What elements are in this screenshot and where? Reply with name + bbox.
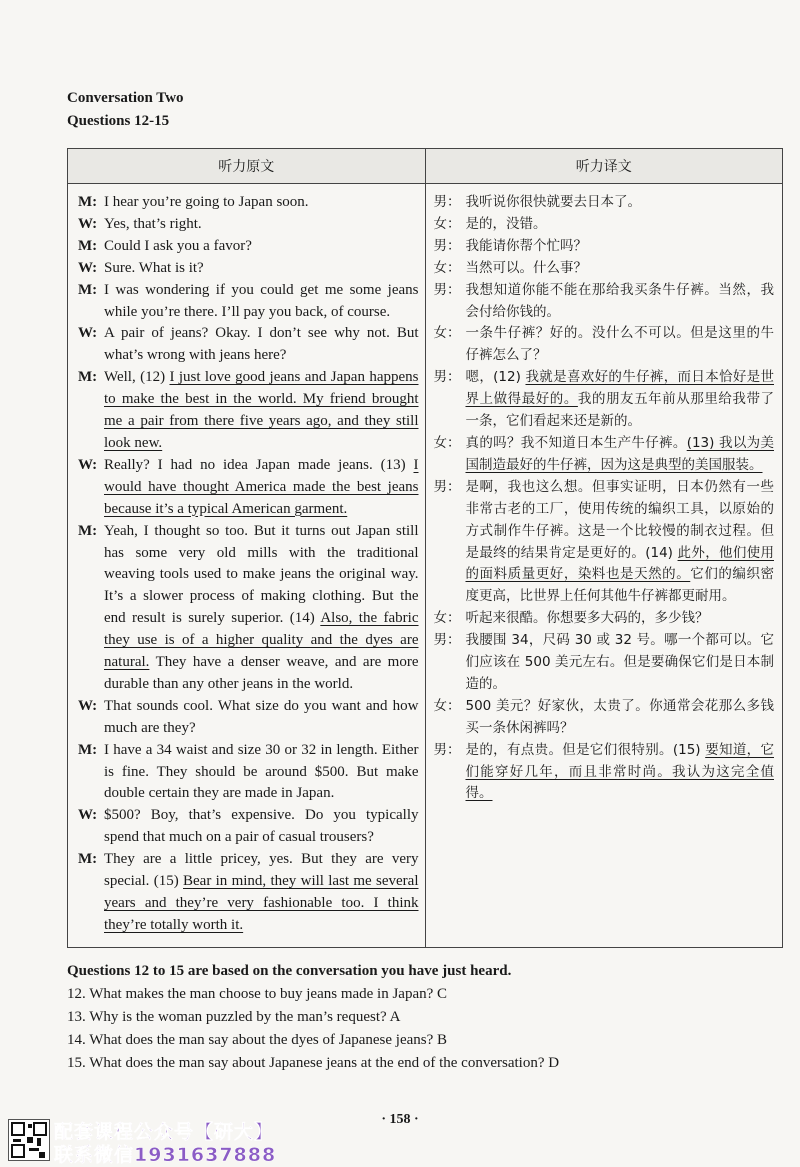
dialogue-line xyxy=(78,521,419,696)
dialogue-line xyxy=(78,323,419,367)
text-segment: They have a denser weave, and are more durable than any other jeans in the world. xyxy=(104,654,419,692)
dialogue-text xyxy=(466,433,775,477)
dialogue-line xyxy=(434,214,775,236)
text-segment: Could I ask you a favor? xyxy=(104,237,252,254)
dialogue-line xyxy=(78,849,419,937)
speaker-label: W: xyxy=(78,215,98,232)
speaker-label: W: xyxy=(78,697,98,714)
text-segment: 我听说你很快就要去日本了。 xyxy=(465,194,641,210)
section-subtitle: Questions 12-15 xyxy=(67,113,170,129)
text-segment: Well, (12) xyxy=(104,369,170,386)
text-segment: 是啊，我也这么想。但事实证明，日本仍然有一些非常古老的工厂，使用传统的编织工具，以原始的方式制作牛仔裤。这是一个比较慢的制衣过程。但是最终的结果肯定是更好的。(14) xyxy=(465,478,774,561)
section-title: Conversation Two xyxy=(67,90,184,106)
dialogue-text xyxy=(104,192,419,214)
speaker-label: M: xyxy=(78,194,98,210)
speaker-label: M: xyxy=(78,741,98,758)
text-segment: 它们的编织密度更高，比世界上任何其他牛仔裤都更耐用。 xyxy=(465,566,775,605)
dialogue-text xyxy=(104,696,419,740)
dialogue-text xyxy=(466,696,775,740)
dialogue-text xyxy=(104,236,419,258)
dialogue-text xyxy=(104,280,419,324)
dialogue-line xyxy=(434,236,775,258)
speaker-label: M: xyxy=(78,522,98,539)
question-item: 15. What does the man say about Japanese jeans at the end of the conversation? D xyxy=(67,1055,560,1071)
text-segment: 真的吗？我不知道日本生产牛仔裤。 xyxy=(465,434,687,451)
question-item: 13. Why is the woman puzzled by the man’s request? A xyxy=(67,1009,401,1025)
text-segment: That sounds cool. What size do you want and how much are they? xyxy=(104,697,419,736)
dialogue-line xyxy=(434,740,775,806)
speaker-label: 女： xyxy=(433,697,461,714)
transcript-table xyxy=(67,148,783,948)
dialogue-text xyxy=(104,258,419,280)
qr-code-icon xyxy=(8,1119,50,1161)
dialogue-line xyxy=(78,280,419,324)
dialogue-text xyxy=(466,477,775,608)
speaker-label: 男： xyxy=(433,478,461,495)
answer-highlight: Also, the fabric they use is of a higher quality and the dyes are natural. xyxy=(104,610,419,671)
text-segment: I was wondering if you could get me some jeans while you’re there. I’ll pay you back, of course. xyxy=(104,281,419,320)
translated-transcript xyxy=(426,184,783,815)
dialogue-line xyxy=(78,236,419,258)
original-transcript xyxy=(68,184,425,947)
original-column-header: 听力原文 xyxy=(68,149,426,184)
answer-highlight: 此外，他们使用的面料质量更好，染料也是天然的。 xyxy=(465,544,774,583)
speaker-label: 女： xyxy=(433,215,461,232)
text-segment: Really? I had no idea Japan made jeans. (13) xyxy=(104,456,414,473)
speaker-label: 男： xyxy=(433,369,461,386)
dialogue-text xyxy=(466,258,775,280)
dialogue-text xyxy=(466,192,775,214)
dialogue-text xyxy=(466,740,775,806)
text-segment: 听起来很酷。你想要多大码的，多少钱？ xyxy=(465,610,709,627)
speaker-label: 女： xyxy=(433,259,461,276)
dialogue-line xyxy=(78,258,419,280)
question-item: 12. What makes the man choose to buy jeans made in Japan? C xyxy=(67,986,448,1002)
text-segment: A pair of jeans? Okay. I don’t see why not. But what’s wrong with jeans here? xyxy=(104,325,419,364)
speaker-label: W: xyxy=(78,325,98,342)
text-segment: 我能请你帮个忙吗？ xyxy=(465,237,587,254)
speaker-label: 男： xyxy=(433,632,461,649)
speaker-label: 男： xyxy=(433,194,461,210)
dialogue-line xyxy=(434,367,775,433)
answer-highlight: 我就是喜欢好的牛仔裤，而日本恰好是世界上做得最好的。 xyxy=(465,369,774,408)
speaker-label: 男： xyxy=(433,237,461,254)
speaker-label: M: xyxy=(78,237,98,254)
dialogue-line xyxy=(434,608,775,630)
text-segment: 是的，有点贵。但是它们很特别。(15) xyxy=(465,741,706,758)
dialogue-text xyxy=(466,280,775,324)
watermark-line: 联系微信1931637888 xyxy=(54,1144,277,1166)
dialogue-text xyxy=(466,367,775,433)
text-segment: They are a little pricey, yes. But they are very special. (15) xyxy=(104,851,419,890)
answer-highlight: I would have thought America made the best jeans because it’s a typical American garment. xyxy=(104,456,419,517)
dialogue-line xyxy=(78,740,419,806)
text-segment: Sure. What is it? xyxy=(104,259,204,276)
text-segment: $500? Boy, that’s expensive. Do you typically spend that much on a pair of casual trousers? xyxy=(104,807,419,846)
watermark-line: 配套课程公众号【研大】 xyxy=(54,1121,275,1143)
dialogue-text xyxy=(104,521,419,696)
speaker-label: 女： xyxy=(433,610,461,627)
dialogue-text xyxy=(466,608,775,630)
dialogue-line xyxy=(434,258,775,280)
dialogue-line xyxy=(434,433,775,477)
speaker-label: 男： xyxy=(433,741,461,758)
dialogue-line xyxy=(78,192,419,214)
text-segment: I hear you’re going to Japan soon. xyxy=(104,194,309,210)
answer-highlight: I just love good jeans and Japan happens to make the best in the world. My friend brought me a pair from there five years ago, and they still look new. xyxy=(104,369,419,451)
dialogue-text xyxy=(104,214,419,236)
question-section xyxy=(67,960,787,1075)
dialogue-text xyxy=(466,236,775,258)
dialogue-text xyxy=(466,214,775,236)
speaker-label: W: xyxy=(78,807,98,824)
dialogue-line xyxy=(78,214,419,236)
dialogue-line xyxy=(434,192,775,214)
text-segment: 500 美元？好家伙，太贵了。你通常会花那么多钱买一条休闲裤吗？ xyxy=(465,697,774,736)
text-segment: 是的，没错。 xyxy=(465,215,547,232)
text-segment: Yes, that’s right. xyxy=(104,215,202,232)
text-segment: 嗯，(12) xyxy=(465,369,526,386)
dialogue-line xyxy=(78,367,419,455)
answer-highlight: Bear in mind, they will last me several years and they’re very fashionable too. I think they’re totally worth it. xyxy=(104,873,419,933)
dialogue-line xyxy=(434,696,775,740)
text-segment: Yeah, I thought so too. But it turns out Japan still has some very old mills with the traditional weaving tools used to make jeans the original way. It’s a slower process of making clothing. But the end result is surely superior. (14) xyxy=(104,522,419,627)
speaker-label: W: xyxy=(78,456,98,473)
dialogue-line xyxy=(434,280,775,324)
speaker-label: M: xyxy=(78,281,98,298)
question-item: 14. What does the man say about the dyes of Japanese jeans? B xyxy=(67,1032,448,1048)
dialogue-line xyxy=(434,477,775,608)
text-segment: 当然可以。什么事？ xyxy=(465,259,587,276)
dialogue-text xyxy=(466,630,775,696)
translation-column-header: 听力译文 xyxy=(425,149,783,184)
dialogue-line xyxy=(78,455,419,521)
text-segment: 我的朋友五年前从那里给我带了一条，它们看起来还是新的。 xyxy=(465,391,775,430)
text-segment: I have a 34 waist and size 30 or 32 in length. Either is fine. They should be around $500. But make double certain they are made in Japan. xyxy=(104,741,419,802)
speaker-label: W: xyxy=(78,259,98,276)
dialogue-text xyxy=(104,805,419,849)
text-segment: 我腰围 34，尺码 30 或 32 号。哪一个都可以。它们应该在 500 美元左右。但是要确保它们是日本制造的。 xyxy=(465,632,774,692)
answer-highlight: 要知道，它们能穿好几年，而且非常时尚。我认为这完全值得。 xyxy=(465,741,774,802)
page-number: · 158 · xyxy=(381,1112,419,1127)
speaker-label: 男： xyxy=(433,281,461,298)
dialogue-line xyxy=(78,805,419,849)
dialogue-line xyxy=(434,630,775,696)
answer-highlight: (13) 我以为美国制造最好的牛仔裤，因为这是典型的美国服装。 xyxy=(465,434,774,473)
dialogue-line xyxy=(78,696,419,740)
dialogue-line xyxy=(434,323,775,367)
dialogue-text xyxy=(466,323,775,367)
text-segment: 我想知道你能不能在那给我买条牛仔裤。当然，我会付给你钱的。 xyxy=(465,281,774,320)
speaker-label: 女： xyxy=(433,325,461,342)
speaker-label: 女： xyxy=(433,434,461,451)
speaker-label: M: xyxy=(78,369,98,386)
questions-heading: Questions 12 to 15 are based on the conversation you have just heard. xyxy=(67,963,512,979)
text-segment: 一条牛仔裤？好的。没什么不可以。但是这里的牛仔裤怎么了？ xyxy=(465,325,774,364)
dialogue-text xyxy=(104,367,419,455)
dialogue-text xyxy=(104,455,419,521)
dialogue-text xyxy=(104,849,419,937)
speaker-label: M: xyxy=(78,851,98,868)
dialogue-text xyxy=(104,740,419,806)
dialogue-text xyxy=(104,323,419,367)
